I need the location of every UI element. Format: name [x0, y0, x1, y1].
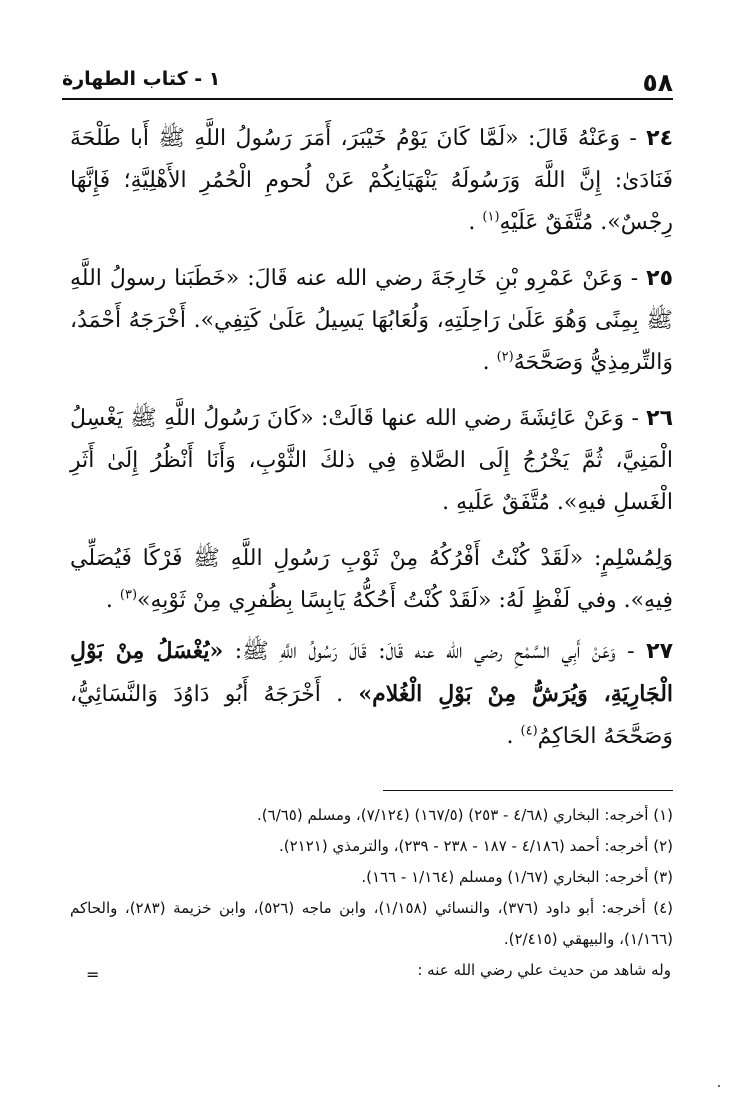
hadith-number: ٢٧	[646, 639, 673, 664]
footnote-ref[interactable]: (٣)	[119, 587, 138, 603]
chapter-title: ١ - كتاب الطهارة	[62, 68, 221, 90]
hadith-25: ٢٥ - وَعَنْ عَمْرِو بْنِ خَارِجَةَ رضي الله عنه قَالَ: «خَطَبَنا رسولُ اللَّهِ ﷺ بِمِنًى وَهُوَ عَلَىٰ رَاحِلَتِهِ، وَلُعَابُهَا يَسِيلُ عَلَىٰ كَتِفِي». أَخْرَجَهُ أَحْمَدُ، وَالتِّرمِذِيُّ وَصَحَّحَهُ$^{(٢)}$ .	[70, 266, 673, 375]
hadith-text: وَلِمُسْلِمٍ: «لَقَدْ كُنْتُ أَفْرُكُهُ مِنْ ثَوْبِ رَسُولِ اللَّهِ ﷺ فَرْكًا فَيُصَلِّي فِيهِ». وفي لَفْظٍ لَهُ: «لَقَدْ كُنْتُ أَحُكُّهُ يَابِسًا بِظُفرِي مِنْ ثَوْبِهِ»	[70, 546, 673, 613]
hadith-quote: «يُغْسَلُ مِنْ بَوْلِ الْجَارِيَةِ، وَيُرَشُّ مِنْ بَوْلِ الْغُلام»	[70, 638, 674, 707]
footnote-ref[interactable]: (١)	[482, 209, 500, 225]
page-body	[70, 118, 673, 758]
footnote-divider	[383, 790, 673, 791]
hadith-text: وَعَنْهُ قَالَ: «لَمَّا كَانَ يَوْمُ خَيْبَرَ، أَمَرَ رَسُولُ اللَّهِ ﷺ أَبا طَلْحَةَ فَنَادَىٰ: إِنَّ اللَّهَ وَرَسُولَهُ يَنْهَيَانِكُمْ عَنْ لُحومِ الْحُمُرِ الأَهْلِيَّةِ؛ فَإِنَّهَا رِجْسٌ». مُتَّفَقٌ عَلَيْهِ	[70, 126, 673, 235]
hadith-tail: .	[506, 724, 514, 749]
footnotes	[70, 800, 673, 986]
hadith-number: ٢٦	[646, 406, 673, 431]
footnote-4-witness: وله شاهد من حديث علي رضي الله عنه :	[417, 961, 671, 979]
footnote-4: (٤) أخرجه: أبو داود (٣٧٦)، والنسائي (١/١٥٨)، وابن ماجه (٥٢٦)، وابن خزيمة (٢٨٣)، والحاكم (١/١٦٦)، والبيهقي (٢/٤١٥).	[70, 899, 673, 948]
hadith-tail: .	[482, 350, 490, 375]
hadith-number: ٢٥	[646, 266, 673, 291]
hadith-26: ٢٦ - وَعَنْ عَائِشَةَ رضي الله عنها قَالَتْ: «كَانَ رَسُولُ اللَّهِ ﷺ يَغْسِلُ الْمَنِيَّ، ثُمَّ يَخْرُجُ إِلَى الصَّلاةِ فِي ذلكَ الثَّوْبِ، وَأَنَا أَنْظُرُ إِلَىٰ أَثَرِ الْغَسلِ فيهِ». مُتَّفَقٌ عَلَيهِ .	[70, 406, 673, 515]
hadith-tail: .	[468, 210, 476, 235]
footnote-ref[interactable]: (٤)	[520, 723, 538, 739]
hadith-24: ٢٤ - وَعَنْهُ قَالَ: «لَمَّا كَانَ يَوْمُ خَيْبَرَ، أَمَرَ رَسُولُ اللَّهِ ﷺ أَبا طَلْحَةَ فَنَادَىٰ: إِنَّ اللَّهَ وَرَسُولَهُ يَنْهَيَانِكُمْ عَنْ لُحومِ الْحُمُرِ الأَهْلِيَّةِ؛ فَإِنَّهَا رِجْسٌ». مُتَّفَقٌ عَلَيْهِ$^{(١)}$ .	[70, 126, 674, 235]
footnote-3: (٣) أخرجه: البخاري (١/٦٧) ومسلم (١/١٦٤ - ١٦٦).	[361, 868, 673, 886]
scan-speck	[718, 1085, 720, 1087]
footnote-2: (٢) أخرجه: أحمد (٤/١٨٦ - ١٨٧ - ٢٣٨ - ٢٣٩)، والترمذي (٢١٢١).	[278, 837, 673, 855]
footnote-ref[interactable]: (٢)	[496, 349, 514, 365]
page-number: ٥٨	[642, 68, 673, 97]
hadith-text: وَعَنْ عَمْرِو بْنِ خَارِجَةَ رضي الله عنه قَالَ: «خَطَبَنا رسولُ اللَّهِ ﷺ بِمِنًى وَهُوَ عَلَىٰ رَاحِلَتِهِ، وَلُعَابُهَا يَسِيلُ عَلَىٰ كَتِفِي». أَخْرَجَهُ أَحْمَدُ، وَالتِّرمِذِيُّ وَصَحَّحَهُ	[70, 266, 673, 375]
hadith-attribution: . أَخْرَجَهُ أَبُو دَاوُدَ وَالنَّسَائِيُّ، وَصَحَّحَهُ الحَاكِمُ	[70, 682, 673, 749]
hadith-26-muslim	[70, 538, 673, 622]
hadith-tail: .	[105, 588, 113, 613]
header-divider	[62, 98, 673, 100]
footnote-1: (١) أخرجه: البخاري (٤/٦٨ - ٢٥٣) (١٦٧/٥) (٧/١٢٤)، ومسلم (٦/٦٥).	[257, 806, 673, 824]
hadith-intro: وَعَنْ أَبِي السَّمْحِ رضي الله عنه قَالَ: قَالَ رَسُولُ اللَّهِ ﷺ:	[234, 639, 616, 664]
page-header	[62, 62, 673, 96]
continuation-mark: =	[86, 965, 100, 984]
hadith-number: ٢٤	[646, 126, 674, 151]
hadith-text: وَعَنْ عَائِشَةَ رضي الله عنها قَالَتْ: «كَانَ رَسُولُ اللَّهِ ﷺ يَغْسِلُ الْمَنِيَّ، ثُمَّ يَخْرُجُ إِلَى الصَّلاةِ فِي ذلكَ الثَّوْبِ، وَأَنَا أَنْظُرُ إِلَىٰ أَثَرِ الْغَسلِ فيهِ». مُتَّفَقٌ عَلَيهِ .	[70, 406, 673, 515]
hadith-27: ٢٧ - وَعَنْ أَبِي السَّمْحِ رضي الله عنه قَالَ: قَالَ رَسُولُ اللَّهِ ﷺ: «يُغْسَلُ مِنْ بَوْلِ الْجَارِيَةِ، وَيُرَشُّ مِنْ بَوْلِ الْغُلام» . أَخْرَجَهُ أَبُو دَاوُدَ وَالنَّسَائِيُّ، وَصَحَّحَهُ الحَاكِمُ$^{(٤)}$ .	[70, 638, 674, 749]
